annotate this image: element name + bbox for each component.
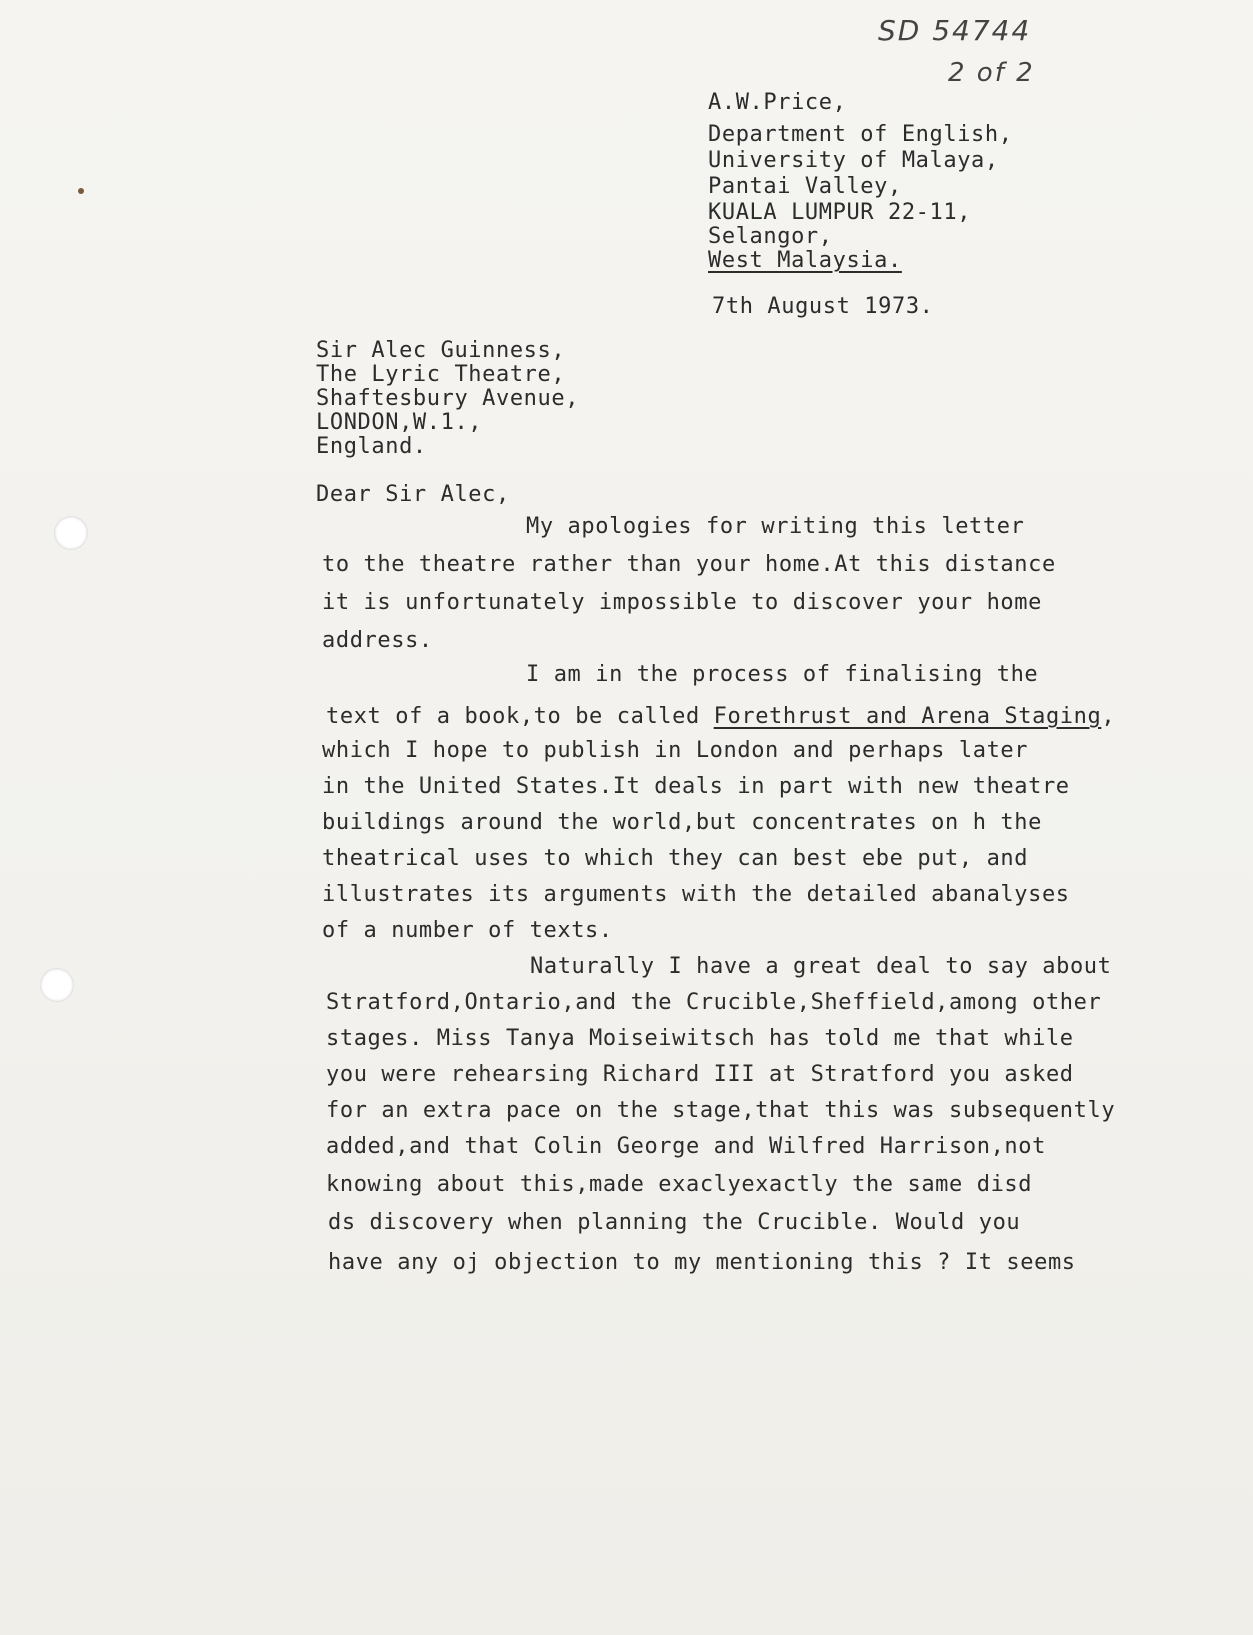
recipient-line: The Lyric Theatre, [316,362,566,387]
recipient-line: England. [316,434,427,459]
recipient-line: Shaftesbury Avenue, [316,386,580,411]
body-line: of a number of texts. [322,918,613,943]
body-line: added,and that Colin George and Wilfred Harrison,not [326,1134,1046,1159]
sender-line: KUALA LUMPUR 22-11, [708,200,972,225]
body-line: My apologies for writing this letter [526,514,1025,539]
sender-line: West Malaysia. [708,248,902,273]
body-line: knowing about this,made exaclyexactly the same disd [326,1172,1033,1197]
punch-hole [40,968,74,1002]
body-line: theatrical uses to which they can best ebe put, and [322,846,1029,871]
sender-line: Department of English, [708,122,1013,147]
body-line: buildings around the world,but concentrates on h the [322,810,1042,835]
letter-date: 7th August 1973. [712,294,934,319]
body-line: ds discovery when planning the Crucible. Would you [328,1210,1021,1235]
body-line: illustrates its arguments with the detailed abanalyses [322,882,1070,907]
book-title: Forethrust and Arena Staging [713,704,1102,729]
sender-line: Pantai Valley, [708,174,902,199]
ink-speck [78,188,84,194]
body-line: it is unfortunately impossible to discover your home [322,590,1042,615]
body-line-book-title [326,704,1115,729]
body-line: I am in the process of finalising the [526,662,1039,687]
body-line: to the theatre rather than your home.At this distance [322,552,1056,577]
body-line: address. [322,628,433,653]
recipient-line: Sir Alec Guinness, [316,338,566,363]
sender-line: A.W.Price, [708,90,847,115]
body-line: have any oj objection to my mentioning this ? It seems [328,1250,1076,1275]
body-line: you were rehearsing Richard III at Stratford you asked [326,1062,1074,1087]
body-line: Naturally I have a great deal to say about [530,954,1112,979]
punch-hole [54,516,88,550]
body-line: in the United States.It deals in part with new theatre [322,774,1070,799]
body-line: stages. Miss Tanya Moiseiwitsch has told me that while [326,1026,1074,1051]
salutation: Dear Sir Alec, [316,482,510,507]
body-line: for an extra pace on the stage,that this was subsequently [326,1098,1116,1123]
body-text: , [1101,704,1116,729]
sender-line: Selangor, [708,224,833,249]
archive-reference-note: SD 54744 [878,14,1032,47]
sender-line: University of Malaya, [708,148,999,173]
body-line: which I hope to publish in London and perhaps later [322,738,1029,763]
archive-part-note: 2 of 2 [948,58,1035,88]
body-line: Stratford,Ontario,and the Crucible,Sheffield,among other [326,990,1102,1015]
recipient-line: LONDON,W.1., [316,410,483,435]
body-text: text of a book,to be called [326,704,714,729]
